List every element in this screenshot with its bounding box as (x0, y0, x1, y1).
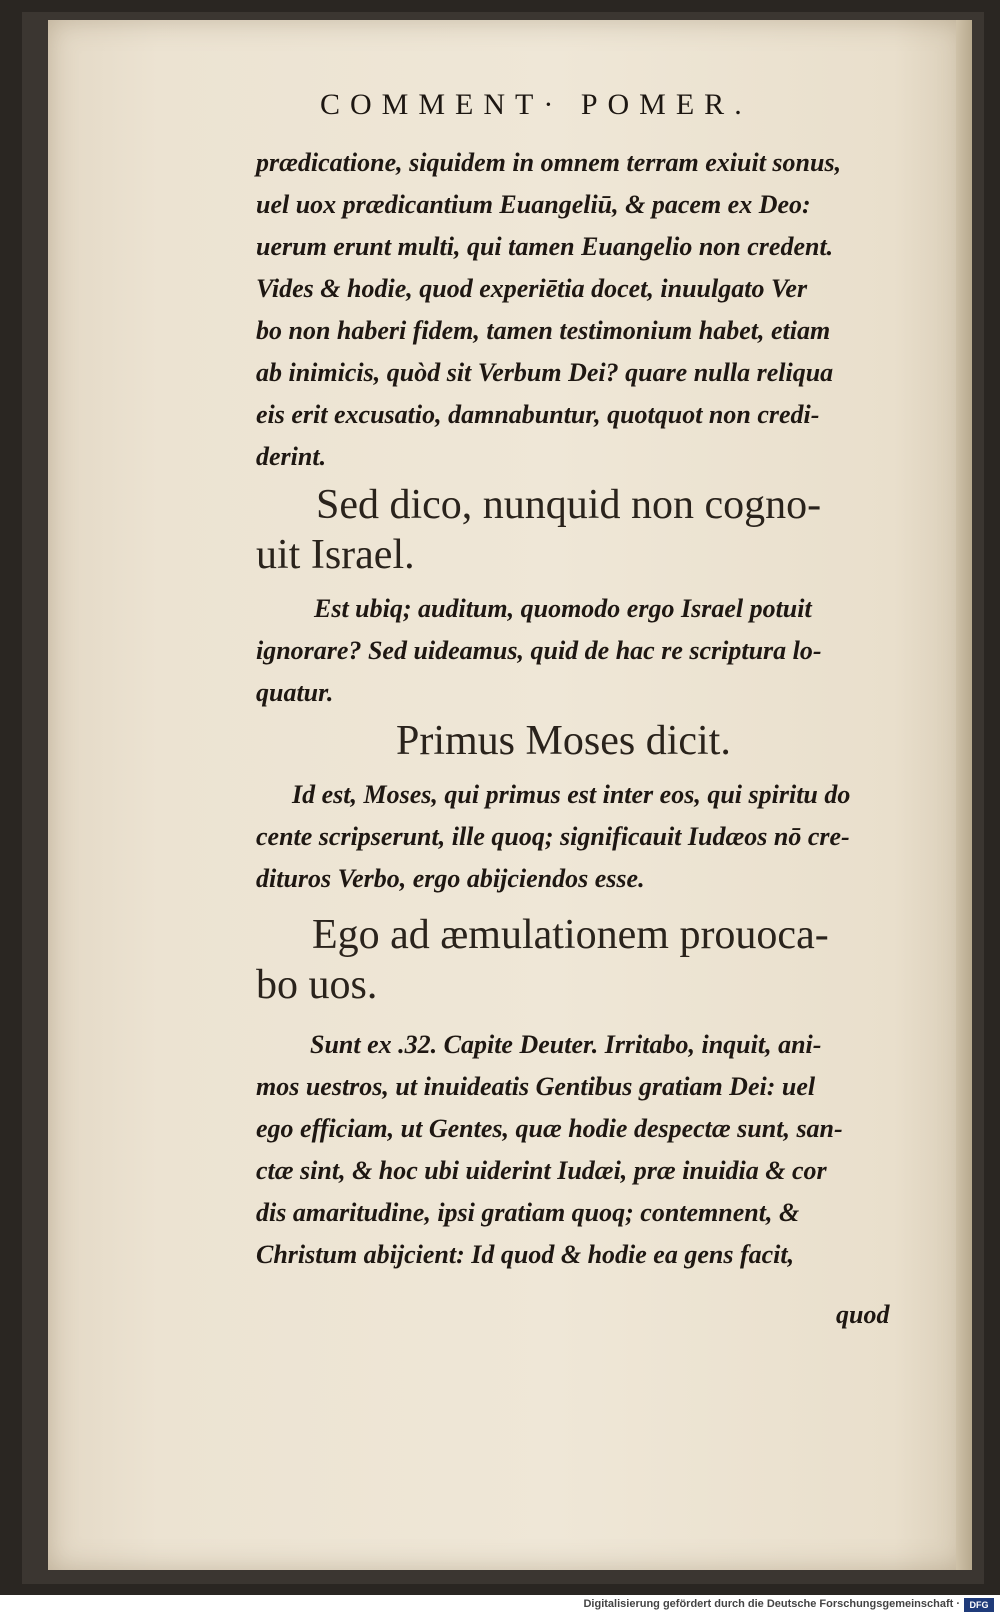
text-line: ctæ sint, & hoc ubi uiderint Iudæi, præ inuidia & cor (256, 1156, 827, 1185)
text-line: Est ubiq; auditum, quomodo ergo Israel potuit (314, 594, 812, 623)
text-line: Id est, Moses, qui primus est inter eos, qui spiritu do (292, 780, 851, 809)
text-line: eis erit excusatio, damnabuntur, quotquot non credi- (256, 400, 820, 429)
text-line: dis amaritudine, ipsi gratiam quoq; contemnent, & (256, 1198, 800, 1227)
text-line: Vides & hodie, quod experiētia docet, inuulgato Ver (256, 274, 808, 303)
lemma-line: Sed dico, nunquid non cogno- (316, 482, 822, 528)
text-line: quatur. (256, 678, 334, 707)
footer-credit: Digitalisierung gefördert durch die Deutsche Forschungsgemeinschaft · (583, 1598, 960, 1610)
text-line: ab inimicis, quòd sit Verbum Dei? quare nulla reliqua (256, 358, 834, 387)
footer-bar (0, 1596, 1000, 1617)
text-line: derint. (256, 442, 327, 471)
text-line: uerum erunt multi, qui tamen Euangelio non credent. (256, 232, 834, 261)
catchword: quod (836, 1300, 890, 1329)
text-line: uel uox prædicantium Euangeliū, & pacem ex Deo: (256, 190, 811, 219)
text-line: Christum abijcient: Id quod & hodie ea gens facit, (256, 1240, 795, 1269)
paragraph-3 (256, 774, 936, 900)
lemma-2 (256, 716, 936, 766)
lemma-line: Ego ad æmulationem prouoca- (312, 912, 829, 958)
text-line: ego efficiam, ut Gentes, quæ hodie despectæ sunt, san- (256, 1114, 843, 1143)
text-line: ignorare? Sed uideamus, quid de hac re scriptura lo- (256, 636, 822, 665)
lemma-line: bo uos. (256, 962, 378, 1008)
text-line: dituros Verbo, ergo abijciendos esse. (256, 864, 645, 893)
text-line: Sunt ex .32. Capite Deuter. Irritabo, inquit, ani- (310, 1030, 822, 1059)
lemma-3 (256, 910, 936, 1010)
running-head: COMMENT· POMER. (320, 88, 752, 121)
paragraph-1 (256, 142, 936, 478)
dfg-logo-icon: DFG (964, 1598, 994, 1612)
text-line: cente scripserunt, ille quoq; significauit Iudæos nō cre- (256, 822, 850, 851)
page-edge (956, 20, 972, 1570)
text-line: prædicatione, siquidem in omnem terram exiuit sonus, (256, 148, 842, 177)
text-line: bo non haberi fidem, tamen testimonium habet, etiam (256, 316, 831, 345)
lemma-line: uit Israel. (256, 532, 415, 578)
lemma-1 (256, 480, 936, 580)
paragraph-2 (256, 588, 936, 714)
text-line: mos uestros, ut inuideatis Gentibus gratiam Dei: uel (256, 1072, 816, 1101)
paragraph-4 (256, 1024, 936, 1276)
lemma-line: Primus Moses dicit. (396, 718, 731, 764)
